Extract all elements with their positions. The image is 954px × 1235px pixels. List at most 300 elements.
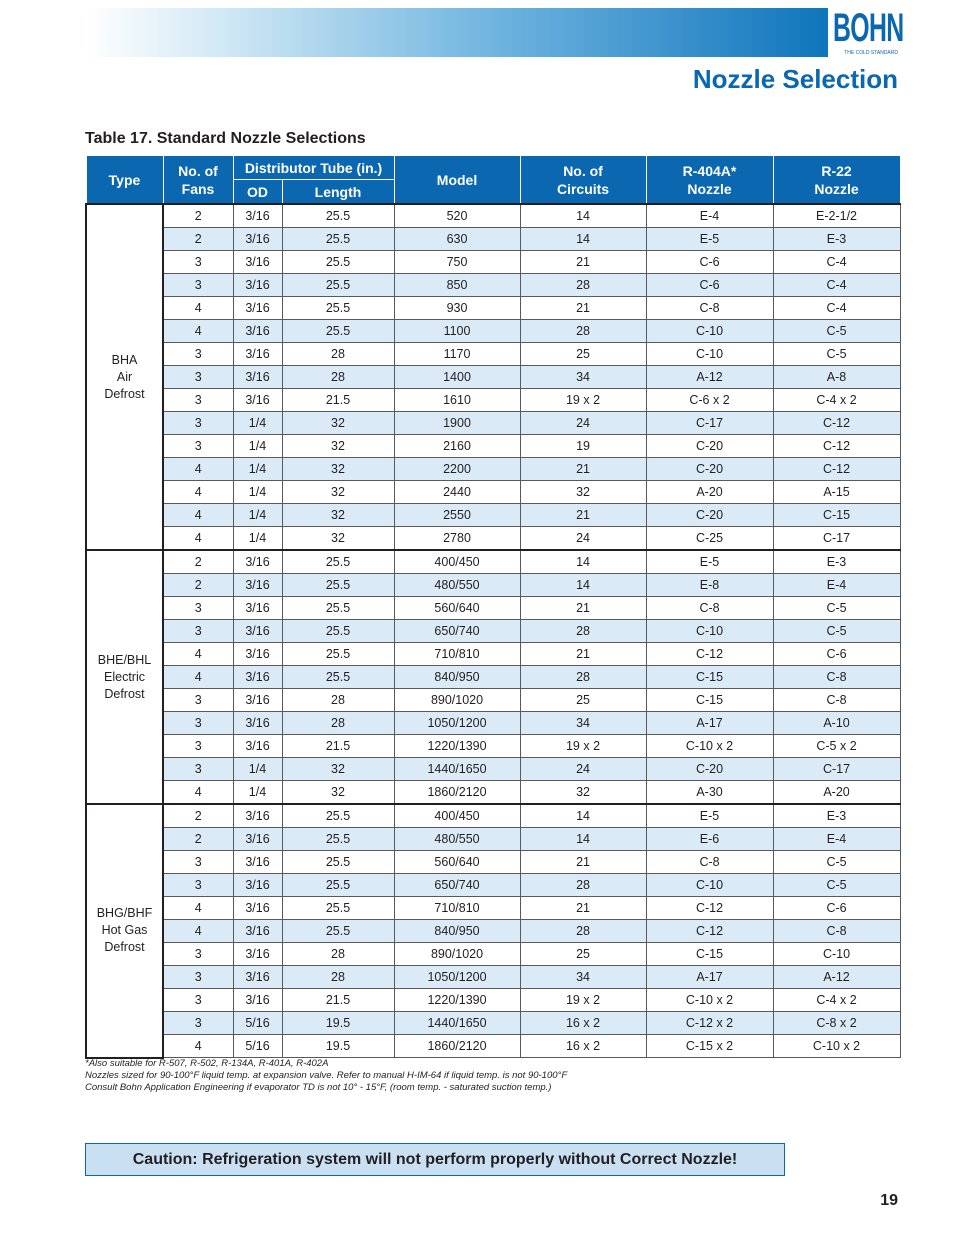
length-cell: 25.5	[282, 550, 394, 574]
footnote: *Also suitable for R-507, R-502, R-134A, R-401A, R-402A	[85, 1058, 329, 1069]
r404a-cell: C-20	[646, 435, 773, 458]
length-cell: 28	[282, 966, 394, 989]
od-cell: 3/16	[233, 320, 282, 343]
od-cell: 3/16	[233, 828, 282, 851]
r404a-cell: C-25	[646, 527, 773, 551]
table-row	[86, 689, 900, 712]
table-row	[86, 712, 900, 735]
circuits-cell: 14	[520, 550, 646, 574]
od-cell: 3/16	[233, 989, 282, 1012]
r404a-cell: E-5	[646, 228, 773, 251]
fans-cell: 3	[163, 758, 233, 781]
type-line: Air	[116, 369, 133, 384]
table-row	[86, 274, 900, 297]
model-cell: 930	[394, 297, 520, 320]
circuits-cell: 16 x 2	[520, 1035, 646, 1058]
table-row	[86, 550, 900, 574]
type-line: BHE/BHL	[97, 652, 152, 667]
od-cell: 3/16	[233, 666, 282, 689]
length-cell: 19.5	[282, 1035, 394, 1058]
r404a-cell: A-12	[646, 366, 773, 389]
od-cell: 3/16	[233, 643, 282, 666]
r22-cell: C-6	[773, 643, 900, 666]
r404a-cell: C-10	[646, 343, 773, 366]
table-caption: Table 17. Standard Nozzle Selections	[85, 130, 366, 147]
model-cell: 2160	[394, 435, 520, 458]
model-cell: 840/950	[394, 666, 520, 689]
table-row	[86, 527, 900, 551]
r404a-cell: C-15	[646, 943, 773, 966]
r404a-cell: C-10 x 2	[646, 989, 773, 1012]
nozzle-table	[85, 155, 901, 1059]
table-row	[86, 251, 900, 274]
length-cell: 32	[282, 758, 394, 781]
model-cell: 2440	[394, 481, 520, 504]
circuits-cell: 32	[520, 481, 646, 504]
model-cell: 1860/2120	[394, 1035, 520, 1058]
length-cell: 21.5	[282, 989, 394, 1012]
od-cell: 3/16	[233, 943, 282, 966]
table-row	[86, 920, 900, 943]
fans-cell: 3	[163, 874, 233, 897]
footnote: Consult Bohn Application Engineering if evaporator TD is not 10° - 15°F, (room temp. - saturated suction temp.)	[85, 1082, 552, 1093]
r404a-cell: C-12	[646, 920, 773, 943]
fans-cell: 4	[163, 643, 233, 666]
table-row	[86, 597, 900, 620]
length-cell: 25.5	[282, 597, 394, 620]
r22-cell: C-15	[773, 504, 900, 527]
model-cell: 2550	[394, 504, 520, 527]
r22-cell: C-4 x 2	[773, 389, 900, 412]
r404a-cell: A-17	[646, 712, 773, 735]
length-cell: 25.5	[282, 897, 394, 920]
r22-cell: A-8	[773, 366, 900, 389]
od-cell: 1/4	[233, 458, 282, 481]
header-fans: No. of Fans	[163, 156, 233, 205]
circuits-cell: 21	[520, 251, 646, 274]
r22-cell: C-17	[773, 527, 900, 551]
od-cell: 3/16	[233, 851, 282, 874]
od-cell: 3/16	[233, 804, 282, 828]
r404a-cell: C-15	[646, 689, 773, 712]
circuits-cell: 28	[520, 920, 646, 943]
r22-cell: C-5	[773, 343, 900, 366]
od-cell: 3/16	[233, 297, 282, 320]
type-line: BHG/BHF	[96, 906, 153, 921]
fans-cell: 3	[163, 274, 233, 297]
table-row	[86, 897, 900, 920]
circuits-cell: 34	[520, 712, 646, 735]
fans-cell: 3	[163, 251, 233, 274]
model-cell: 480/550	[394, 574, 520, 597]
table-row	[86, 851, 900, 874]
r404a-cell: C-6	[646, 274, 773, 297]
length-cell: 25.5	[282, 851, 394, 874]
r22-cell: C-5	[773, 851, 900, 874]
od-cell: 1/4	[233, 435, 282, 458]
circuits-cell: 28	[520, 320, 646, 343]
r22-cell: C-10 x 2	[773, 1035, 900, 1058]
length-cell: 25.5	[282, 274, 394, 297]
circuits-cell: 19	[520, 435, 646, 458]
fans-cell: 3	[163, 1012, 233, 1035]
r22-cell: A-15	[773, 481, 900, 504]
length-cell: 25.5	[282, 920, 394, 943]
od-cell: 3/16	[233, 689, 282, 712]
logo-wordmark: BOHN	[833, 6, 904, 50]
length-cell: 19.5	[282, 1012, 394, 1035]
page-number: 19	[880, 1192, 898, 1209]
header-banner	[86, 8, 828, 57]
length-cell: 32	[282, 481, 394, 504]
r404a-cell: C-8	[646, 597, 773, 620]
table-row	[86, 758, 900, 781]
r22-cell: A-12	[773, 966, 900, 989]
bohn-logo	[828, 6, 904, 57]
length-cell: 32	[282, 435, 394, 458]
r22-cell: C-12	[773, 435, 900, 458]
circuits-cell: 21	[520, 297, 646, 320]
table-row	[86, 828, 900, 851]
r404a-cell: E-8	[646, 574, 773, 597]
circuits-cell: 21	[520, 643, 646, 666]
circuits-cell: 24	[520, 527, 646, 551]
type-line: Electric	[104, 669, 145, 684]
model-cell: 710/810	[394, 643, 520, 666]
circuits-cell: 19 x 2	[520, 735, 646, 758]
circuits-cell: 32	[520, 781, 646, 805]
model-cell: 1220/1390	[394, 989, 520, 1012]
table-row	[86, 389, 900, 412]
circuits-cell: 24	[520, 758, 646, 781]
od-cell: 3/16	[233, 920, 282, 943]
od-cell: 3/16	[233, 343, 282, 366]
r22-cell: C-4	[773, 297, 900, 320]
length-cell: 25.5	[282, 320, 394, 343]
fans-cell: 4	[163, 1035, 233, 1058]
r22-cell: C-8	[773, 666, 900, 689]
circuits-cell: 28	[520, 620, 646, 643]
type-line: Hot Gas	[101, 923, 148, 938]
model-cell: 710/810	[394, 897, 520, 920]
length-cell: 32	[282, 504, 394, 527]
r404a-cell: C-10	[646, 620, 773, 643]
fans-cell: 4	[163, 504, 233, 527]
od-cell: 1/4	[233, 758, 282, 781]
fans-cell: 4	[163, 897, 233, 920]
header-r22: R-22 Nozzle	[773, 156, 900, 205]
circuits-cell: 28	[520, 274, 646, 297]
od-cell: 1/4	[233, 781, 282, 805]
fans-cell: 4	[163, 781, 233, 805]
circuits-cell: 14	[520, 574, 646, 597]
model-cell: 630	[394, 228, 520, 251]
od-cell: 3/16	[233, 204, 282, 228]
length-cell: 21.5	[282, 389, 394, 412]
circuits-cell: 24	[520, 412, 646, 435]
model-cell: 1610	[394, 389, 520, 412]
page-title: Nozzle Selection	[692, 64, 898, 94]
model-cell: 560/640	[394, 597, 520, 620]
fans-cell: 3	[163, 597, 233, 620]
table-row	[86, 228, 900, 251]
r404a-cell: E-4	[646, 204, 773, 228]
table-row	[86, 481, 900, 504]
fans-cell: 3	[163, 435, 233, 458]
model-cell: 890/1020	[394, 943, 520, 966]
table-row	[86, 366, 900, 389]
model-cell: 650/740	[394, 620, 520, 643]
fans-cell: 2	[163, 574, 233, 597]
r404a-cell: C-12	[646, 643, 773, 666]
r404a-cell: C-12 x 2	[646, 1012, 773, 1035]
length-cell: 28	[282, 689, 394, 712]
r404a-cell: E-6	[646, 828, 773, 851]
fans-cell: 3	[163, 366, 233, 389]
table-body	[86, 204, 900, 1058]
od-cell: 5/16	[233, 1012, 282, 1035]
r22-cell: E-3	[773, 804, 900, 828]
length-cell: 25.5	[282, 297, 394, 320]
table-row	[86, 735, 900, 758]
header-r404a: R-404A* Nozzle	[646, 156, 773, 205]
circuits-cell: 16 x 2	[520, 1012, 646, 1035]
r404a-cell: A-20	[646, 481, 773, 504]
r22-cell: C-5	[773, 320, 900, 343]
r404a-cell: C-8	[646, 297, 773, 320]
circuits-cell: 25	[520, 343, 646, 366]
r22-cell: C-10	[773, 943, 900, 966]
r22-cell: A-10	[773, 712, 900, 735]
model-cell: 1100	[394, 320, 520, 343]
footnote: Nozzles sized for 90-100°F liquid temp. at expansion valve. Refer to manual H-IM-64 if liquid temp. is not 90-100°F	[85, 1070, 568, 1081]
length-cell: 28	[282, 712, 394, 735]
r22-cell: C-4	[773, 274, 900, 297]
length-cell: 32	[282, 527, 394, 551]
model-cell: 1900	[394, 412, 520, 435]
header-model: Model	[394, 156, 520, 205]
table-row	[86, 1012, 900, 1035]
r22-cell: A-20	[773, 781, 900, 805]
r22-cell: E-4	[773, 574, 900, 597]
length-cell: 28	[282, 943, 394, 966]
circuits-cell: 21	[520, 597, 646, 620]
circuits-cell: 28	[520, 874, 646, 897]
circuits-cell: 19 x 2	[520, 389, 646, 412]
table-row	[86, 412, 900, 435]
od-cell: 1/4	[233, 412, 282, 435]
model-cell: 1400	[394, 366, 520, 389]
r22-cell: C-5 x 2	[773, 735, 900, 758]
type-cell	[86, 550, 163, 804]
r22-cell: C-12	[773, 412, 900, 435]
fans-cell: 4	[163, 297, 233, 320]
fans-cell: 2	[163, 804, 233, 828]
r22-cell: C-12	[773, 458, 900, 481]
header-od: OD	[233, 180, 282, 205]
circuits-cell: 14	[520, 228, 646, 251]
od-cell: 3/16	[233, 966, 282, 989]
r22-cell: E-3	[773, 228, 900, 251]
r22-cell: C-8 x 2	[773, 1012, 900, 1035]
r22-cell: E-2-1/2	[773, 204, 900, 228]
model-cell: 840/950	[394, 920, 520, 943]
length-cell: 28	[282, 366, 394, 389]
table-row	[86, 781, 900, 805]
od-cell: 3/16	[233, 897, 282, 920]
circuits-cell: 19 x 2	[520, 989, 646, 1012]
od-cell: 3/16	[233, 712, 282, 735]
model-cell: 890/1020	[394, 689, 520, 712]
r404a-cell: A-17	[646, 966, 773, 989]
fans-cell: 3	[163, 851, 233, 874]
r22-cell: C-5	[773, 874, 900, 897]
od-cell: 3/16	[233, 274, 282, 297]
r22-cell: C-4 x 2	[773, 989, 900, 1012]
type-cell	[86, 804, 163, 1058]
circuits-cell: 28	[520, 666, 646, 689]
table-row	[86, 666, 900, 689]
fans-cell: 3	[163, 966, 233, 989]
od-cell: 3/16	[233, 389, 282, 412]
fans-cell: 3	[163, 989, 233, 1012]
length-cell: 25.5	[282, 874, 394, 897]
r404a-cell: C-20	[646, 504, 773, 527]
model-cell: 650/740	[394, 874, 520, 897]
r404a-cell: C-17	[646, 412, 773, 435]
type-line: Defrost	[104, 386, 145, 401]
length-cell: 32	[282, 412, 394, 435]
od-cell: 3/16	[233, 735, 282, 758]
length-cell: 25.5	[282, 251, 394, 274]
length-cell: 25.5	[282, 666, 394, 689]
r404a-cell: C-10	[646, 874, 773, 897]
table-row	[86, 1035, 900, 1058]
od-cell: 3/16	[233, 366, 282, 389]
length-cell: 25.5	[282, 804, 394, 828]
table-row	[86, 574, 900, 597]
header-type: Type	[86, 156, 163, 205]
r404a-cell: E-5	[646, 550, 773, 574]
od-cell: 1/4	[233, 481, 282, 504]
fans-cell: 2	[163, 828, 233, 851]
length-cell: 32	[282, 458, 394, 481]
r404a-cell: C-6	[646, 251, 773, 274]
r404a-cell: C-15 x 2	[646, 1035, 773, 1058]
logo-tagline: THE COLD STANDARD	[844, 50, 898, 56]
fans-cell: 4	[163, 320, 233, 343]
type-line: BHA	[111, 352, 138, 367]
fans-cell: 3	[163, 620, 233, 643]
od-cell: 3/16	[233, 228, 282, 251]
length-cell: 25.5	[282, 643, 394, 666]
fans-cell: 3	[163, 389, 233, 412]
fans-cell: 4	[163, 920, 233, 943]
od-cell: 3/16	[233, 550, 282, 574]
model-cell: 1860/2120	[394, 781, 520, 805]
r22-cell: C-4	[773, 251, 900, 274]
od-cell: 5/16	[233, 1035, 282, 1058]
circuits-cell: 21	[520, 504, 646, 527]
circuits-cell: 21	[520, 897, 646, 920]
r404a-cell: C-12	[646, 897, 773, 920]
table-row	[86, 297, 900, 320]
r22-cell: C-8	[773, 920, 900, 943]
fans-cell: 4	[163, 527, 233, 551]
fans-cell: 4	[163, 481, 233, 504]
model-cell: 850	[394, 274, 520, 297]
model-cell: 560/640	[394, 851, 520, 874]
type-line: Defrost	[104, 940, 145, 955]
r22-cell: C-17	[773, 758, 900, 781]
r22-cell: C-6	[773, 897, 900, 920]
od-cell: 3/16	[233, 620, 282, 643]
circuits-cell: 25	[520, 943, 646, 966]
fans-cell: 3	[163, 943, 233, 966]
footnotes	[85, 1058, 885, 1094]
fans-cell: 3	[163, 689, 233, 712]
fans-cell: 4	[163, 458, 233, 481]
length-cell: 25.5	[282, 620, 394, 643]
r22-cell: E-4	[773, 828, 900, 851]
circuits-cell: 21	[520, 458, 646, 481]
length-cell: 32	[282, 781, 394, 805]
model-cell: 480/550	[394, 828, 520, 851]
fans-cell: 2	[163, 550, 233, 574]
r404a-cell: C-10	[646, 320, 773, 343]
model-cell: 1440/1650	[394, 758, 520, 781]
r404a-cell: C-20	[646, 458, 773, 481]
r22-cell: C-8	[773, 689, 900, 712]
caution-banner: Caution: Refrigeration system will not perform properly without Correct Nozzle!	[85, 1143, 785, 1176]
r404a-cell: C-10 x 2	[646, 735, 773, 758]
r404a-cell: E-5	[646, 804, 773, 828]
od-cell: 3/16	[233, 251, 282, 274]
model-cell: 2780	[394, 527, 520, 551]
table-row	[86, 804, 900, 828]
r22-cell: C-5	[773, 597, 900, 620]
header-circuits: No. of Circuits	[520, 156, 646, 205]
fans-cell: 3	[163, 343, 233, 366]
model-cell: 400/450	[394, 550, 520, 574]
type-line: Defrost	[104, 686, 145, 701]
circuits-cell: 21	[520, 851, 646, 874]
table-row	[86, 504, 900, 527]
length-cell: 21.5	[282, 735, 394, 758]
model-cell: 1170	[394, 343, 520, 366]
table-row	[86, 943, 900, 966]
od-cell: 1/4	[233, 527, 282, 551]
od-cell: 3/16	[233, 874, 282, 897]
circuits-cell: 14	[520, 204, 646, 228]
fans-cell: 4	[163, 666, 233, 689]
model-cell: 520	[394, 204, 520, 228]
model-cell: 1440/1650	[394, 1012, 520, 1035]
od-cell: 3/16	[233, 574, 282, 597]
circuits-cell: 34	[520, 966, 646, 989]
table-row	[86, 966, 900, 989]
table-row	[86, 620, 900, 643]
table-row	[86, 458, 900, 481]
length-cell: 25.5	[282, 228, 394, 251]
length-cell: 25.5	[282, 204, 394, 228]
table-row	[86, 435, 900, 458]
table-row	[86, 204, 900, 228]
fans-cell: 2	[163, 204, 233, 228]
table-row	[86, 989, 900, 1012]
r404a-cell: C-20	[646, 758, 773, 781]
model-cell: 1050/1200	[394, 966, 520, 989]
